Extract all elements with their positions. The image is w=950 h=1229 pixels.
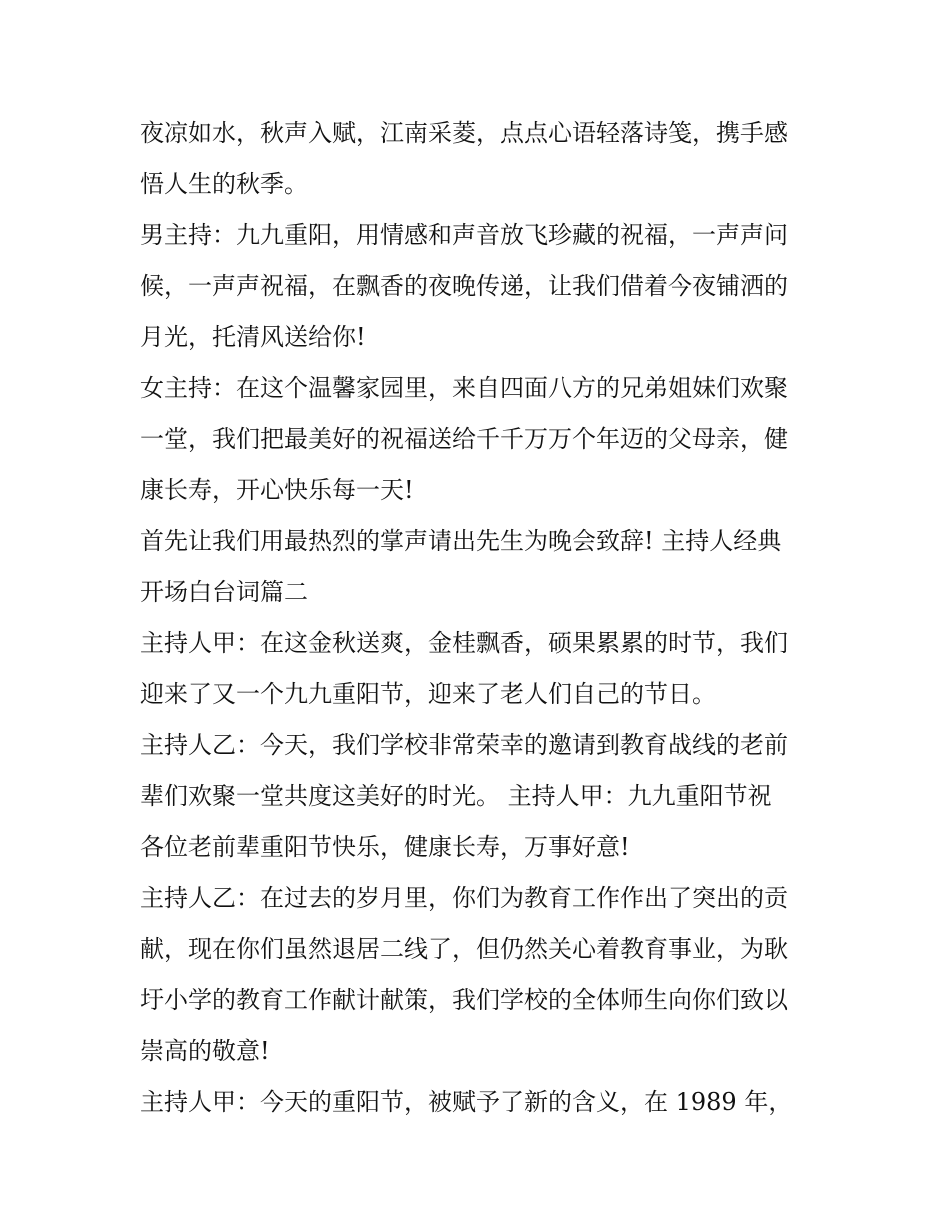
text-line: 男主持：九九重阳，用情感和声音放飞珍藏的祝福，一声声问: [140, 221, 788, 249]
text-line: 献，现在你们虽然退居二线了，但仍然关心着教育事业，为耿: [140, 935, 788, 963]
text-line: 候，一声声祝福，在飘香的夜晚传递，让我们借着今夜铺洒的: [140, 272, 788, 300]
text-line: 迎来了又一个九九重阳节，迎来了老人们自己的节日。: [140, 680, 716, 708]
text-line: 主持人甲：在这金秋送爽，金桂飘香，硕果累累的时节，我们: [140, 629, 788, 657]
text-line: 开场白台词篇二: [140, 578, 308, 606]
text-line: 主持人乙：在过去的岁月里，你们为教育工作作出了突出的贡: [140, 884, 788, 912]
text-line: 女主持：在这个温馨家园里，来自四面八方的兄弟姐妹们欢聚: [140, 374, 788, 402]
text-line: 悟人生的秋季。: [140, 170, 308, 198]
text-line: 主持人乙：今天，我们学校非常荣幸的邀请到教育战线的老前: [140, 731, 788, 759]
text-line: 圩小学的教育工作献计献策，我们学校的全体师生向你们致以: [140, 986, 788, 1014]
text-line: 首先让我们用最热烈的掌声请出先生为晚会致辞! 主持人经典: [140, 527, 782, 555]
text-line: 一堂，我们把最美好的祝福送给千千万万个年迈的父母亲，健: [140, 425, 788, 453]
document-body: [140, 108, 820, 1128]
text-line: 各位老前辈重阳节快乐，健康长寿，万事好意!: [140, 833, 630, 861]
text-line: 月光，托清风送给你!: [140, 323, 366, 351]
text-line: 崇高的敬意!: [140, 1037, 270, 1065]
text-line: 辈们欢聚一堂共度这美好的时光。 主持人甲：九九重阳节祝: [140, 782, 772, 810]
text-line: 主持人甲：今天的重阳节，被赋予了新的含义，在 1989 年，: [140, 1088, 793, 1116]
text-line: 夜凉如水，秋声入赋，江南采菱，点点心语轻落诗笺，携手感: [140, 119, 788, 147]
text-line: 康长寿，开心快乐每一天!: [140, 476, 414, 504]
